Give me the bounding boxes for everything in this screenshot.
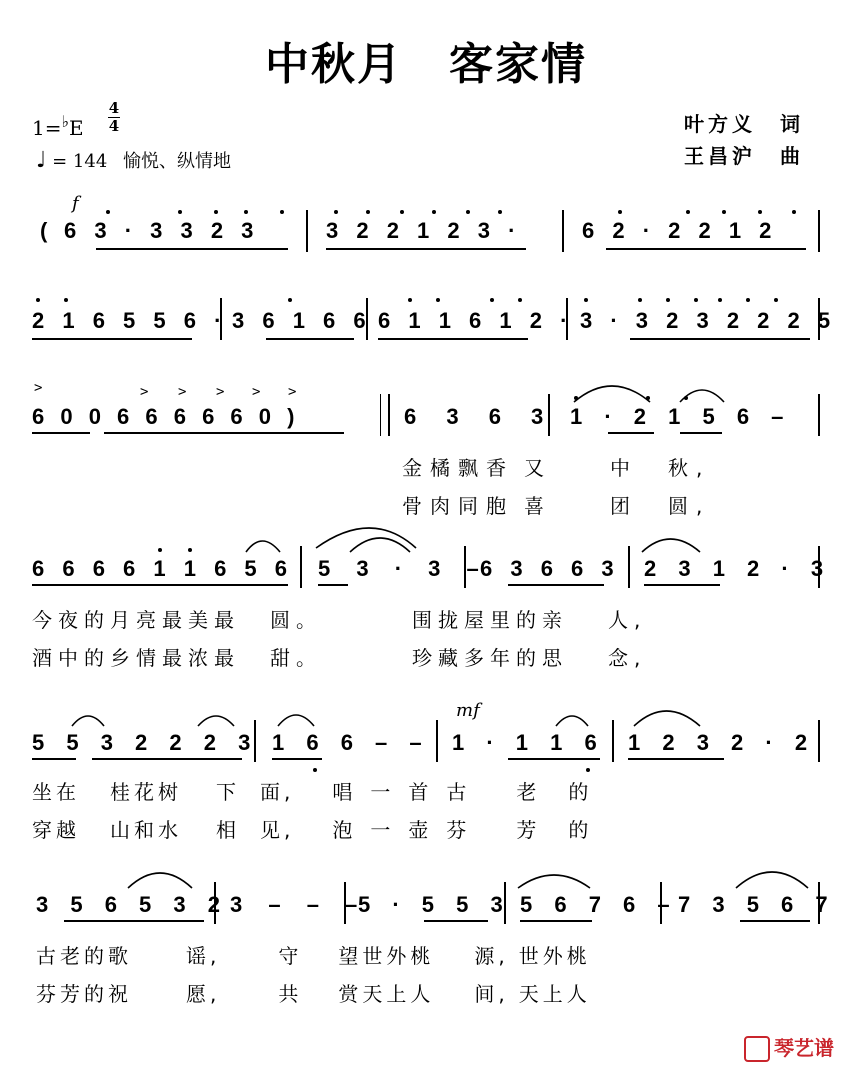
beam — [266, 338, 354, 340]
barline — [818, 394, 820, 436]
barline — [818, 546, 820, 588]
beam — [680, 432, 722, 434]
accent-mark: > — [216, 384, 225, 400]
barline — [628, 546, 630, 588]
key-note: E — [69, 116, 84, 140]
row6-measure5: 7 3 5 6 7 — [678, 892, 836, 917]
row6-measure1: 3 5 6 5 3 2 — [36, 892, 228, 917]
beam — [64, 920, 204, 922]
beam — [606, 248, 806, 250]
high-octave-dot — [490, 298, 494, 302]
row1-measure3: 6 2 · 2 2 1 2 — [582, 218, 778, 243]
barline — [818, 210, 820, 252]
row3-measure3: 1 · 2 1 5 6 – — [570, 404, 792, 429]
high-octave-dot — [158, 548, 162, 552]
slur — [642, 539, 700, 552]
time-bottom: 4 — [108, 117, 120, 135]
high-octave-dot — [746, 298, 750, 302]
high-octave-dot — [718, 298, 722, 302]
high-octave-dot — [280, 210, 284, 214]
slur — [72, 716, 104, 726]
accent-mark: > — [178, 384, 187, 400]
logo-icon — [744, 1036, 770, 1062]
row2-measure1: 2 1 6 5 5 6 · — [32, 308, 228, 333]
high-octave-dot — [758, 210, 762, 214]
lyrics-row4-verse1: 今夜的月亮最美最 圆。 围拢屋里的亲 人, — [32, 608, 647, 632]
row1-bracket: ( — [40, 218, 54, 243]
slur — [316, 528, 416, 548]
beam — [92, 758, 242, 760]
high-octave-dot — [178, 210, 182, 214]
high-octave-dot — [244, 210, 248, 214]
slur — [680, 390, 724, 402]
beam — [32, 432, 90, 434]
barline — [818, 298, 820, 340]
beam — [318, 584, 348, 586]
beam — [104, 432, 344, 434]
site-logo — [744, 1032, 834, 1063]
high-octave-dot — [498, 210, 502, 214]
time-signature — [108, 100, 120, 134]
beam — [628, 758, 724, 760]
barline — [344, 882, 346, 924]
lyrics-row5-verse1: 坐在 桂花树 下 面, 唱 一 首 古 老 的 — [32, 780, 593, 804]
row4-measure4: 2 3 1 2 · 3 — [644, 556, 832, 581]
beam — [508, 584, 604, 586]
row4-measure1: 6 6 6 6 1 1 6 5 6 — [32, 556, 294, 581]
barline — [436, 720, 438, 762]
slur — [518, 875, 590, 888]
accent-mark: > — [252, 384, 261, 400]
key-prefix: 1= — [32, 116, 62, 140]
dynamic-f: f — [72, 193, 79, 214]
key-signature — [32, 112, 84, 140]
slur — [736, 872, 808, 888]
slur — [278, 715, 314, 726]
logo-text: 琴艺谱 — [774, 1035, 834, 1060]
high-octave-dot — [466, 210, 470, 214]
high-octave-dot — [518, 298, 522, 302]
row2-measure4: 3 · 3 2 3 2 2 2 5 — [580, 308, 837, 333]
high-octave-dot — [694, 298, 698, 302]
composer-credit: 王昌沪 曲 — [684, 144, 804, 168]
row1-measure2: 3 2 2 1 2 3 · — [326, 218, 522, 243]
high-octave-dot — [436, 298, 440, 302]
slur — [556, 716, 588, 726]
barline — [566, 298, 568, 340]
high-octave-dot — [366, 210, 370, 214]
high-octave-dot — [792, 210, 796, 214]
high-octave-dot — [666, 298, 670, 302]
flat-symbol: ♭ — [61, 112, 70, 131]
slur — [350, 538, 410, 552]
beam — [32, 584, 288, 586]
beam — [520, 920, 592, 922]
lyrics-row3-verse1: 金橘飘香 又 中 秋, — [402, 456, 711, 480]
beam — [32, 338, 192, 340]
beam — [424, 920, 488, 922]
row5-measure1: 5 5 3 2 2 2 3 — [32, 730, 259, 755]
row1-measure1: 6 3 · 3 3 2 3 — [64, 218, 260, 243]
row4-measure2: 5 3 · 3 – — [318, 556, 489, 581]
high-octave-dot — [408, 298, 412, 302]
high-octave-dot — [36, 298, 40, 302]
row6-measure3: 5 · 5 5 3 — [358, 892, 511, 917]
row3-measure2: 6 3 6 3 — [404, 404, 556, 429]
lyricist-credit: 叶方义 词 — [684, 112, 804, 136]
row2-measure3: 6 1 1 6 1 2 · — [378, 308, 574, 333]
beam — [378, 338, 528, 340]
high-octave-dot — [334, 210, 338, 214]
beam — [740, 920, 810, 922]
lyrics-row6-verse1: 古老的歌 谣, 守 望世外桃 源, 世外桃 — [36, 944, 591, 968]
beam — [272, 758, 322, 760]
low-octave-dot — [586, 768, 590, 772]
barline — [562, 210, 564, 252]
high-octave-dot — [684, 396, 688, 400]
barline — [612, 720, 614, 762]
lyrics-row3-verse2: 骨肉同胞 喜 团 圆, — [402, 494, 711, 518]
barline — [548, 394, 550, 436]
tempo-mood: 愉悦、纵情地 — [123, 151, 232, 172]
high-octave-dot — [432, 210, 436, 214]
low-octave-dot — [313, 768, 317, 772]
slur — [574, 386, 650, 402]
high-octave-dot — [106, 210, 110, 214]
barline — [214, 882, 216, 924]
dynamic-mf: mf — [456, 700, 480, 721]
time-top: 4 — [108, 99, 120, 117]
beam — [96, 248, 288, 250]
high-octave-dot — [288, 298, 292, 302]
high-octave-dot — [638, 298, 642, 302]
barline — [388, 394, 390, 436]
high-octave-dot — [722, 210, 726, 214]
slur — [128, 873, 192, 888]
high-octave-dot — [64, 298, 68, 302]
tempo-value: = 144 — [52, 151, 108, 172]
barline — [818, 720, 820, 762]
beam — [644, 584, 720, 586]
barline — [464, 546, 466, 588]
score-title: 中秋月 客家情 — [265, 39, 587, 90]
barline — [366, 298, 368, 340]
high-octave-dot — [214, 210, 218, 214]
high-octave-dot — [646, 396, 650, 400]
beam — [326, 248, 526, 250]
barline — [306, 210, 308, 252]
barline — [220, 298, 222, 340]
row4-measure3: 6 3 6 6 3 — [480, 556, 620, 581]
quarter-note-icon: ♩ — [36, 148, 47, 173]
tempo-marking — [36, 147, 231, 173]
lyrics-row5-verse2: 穿越 山和水 相 见, 泡 一 壶 芬 芳 的 — [32, 818, 593, 842]
lyrics-row6-verse2: 芬芳的祝 愿, 共 赏天上人 间, 天上人 — [36, 982, 591, 1006]
barline — [818, 882, 820, 924]
high-octave-dot — [188, 548, 192, 552]
row3-measure1: 6 0 0 6 6 6 6 6 0 ) — [32, 404, 300, 429]
row6-measure2: 3 – – – — [230, 892, 368, 917]
slur — [634, 711, 700, 726]
accent-mark: > — [34, 380, 43, 396]
high-octave-dot — [686, 210, 690, 214]
lyrics-row4-verse2: 酒中的乡情最浓最 甜。 珍藏多年的思 念, — [32, 646, 647, 670]
beam — [608, 432, 654, 434]
barline — [254, 720, 256, 762]
barline — [504, 882, 506, 924]
high-octave-dot — [574, 396, 578, 400]
barline — [300, 546, 302, 588]
barline — [380, 394, 381, 436]
row6-measure4: 5 6 7 6 – — [520, 892, 678, 917]
row2-measure2: 3 6 1 6 6 — [232, 308, 372, 333]
high-octave-dot — [774, 298, 778, 302]
high-octave-dot — [584, 298, 588, 302]
beam — [508, 758, 600, 760]
beam — [32, 758, 76, 760]
accent-mark: > — [140, 384, 149, 400]
row5-measure3: 1 · 1 1 6 — [452, 730, 605, 755]
high-octave-dot — [618, 210, 622, 214]
row5-measure4: 1 2 3 2 · 2 — [628, 730, 816, 755]
slur — [198, 716, 234, 726]
barline — [660, 882, 662, 924]
row5-measure2: 1 6 6 – – — [272, 730, 430, 755]
beam — [630, 338, 810, 340]
accent-mark: > — [288, 384, 297, 400]
slur — [246, 541, 280, 552]
high-octave-dot — [400, 210, 404, 214]
